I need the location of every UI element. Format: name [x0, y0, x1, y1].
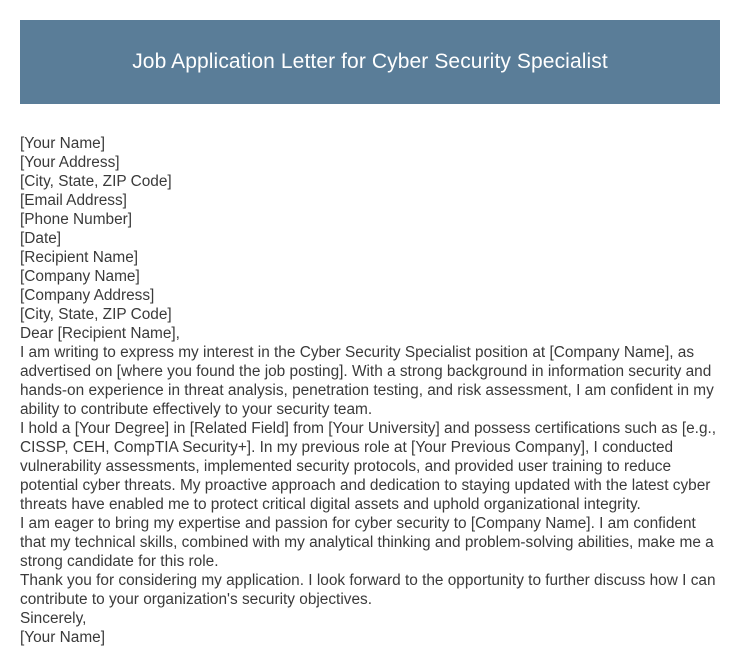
- sender-email: [Email Address]: [20, 192, 127, 209]
- salutation: Dear [Recipient Name],: [20, 325, 180, 342]
- sender-name: [Your Name]: [20, 135, 105, 152]
- recipient-city-state-zip: [City, State, ZIP Code]: [20, 306, 172, 323]
- sender-address: [Your Address]: [20, 154, 120, 171]
- paragraph-motivation: I am eager to bring my expertise and passion for cyber security to [Company Name]. I am confident that my technical skills, combined with my analytical thinking and problem-solving abilities, make me a strong candidate for this role.: [20, 515, 714, 570]
- sender-phone: [Phone Number]: [20, 211, 133, 228]
- recipient-company: [Company Name]: [20, 268, 140, 285]
- letter-date: [Date]: [20, 230, 62, 247]
- paragraph-intro: I am writing to express my interest in the Cyber Security Specialist position at [Company Name], as advertised on [where you found the job posting]. With a strong background in information security and hands-on experience in threat analysis, penetration testing, and risk assessment, I am confident in my ability to contribute effectively to your security team.: [20, 344, 714, 418]
- page-title: Job Application Letter for Cyber Security Specialist: [132, 50, 608, 73]
- closing: Sincerely,: [20, 610, 87, 627]
- letter-body: [20, 134, 724, 647]
- recipient-name: [Recipient Name]: [20, 249, 139, 266]
- signature: [Your Name]: [20, 629, 105, 646]
- paragraph-thanks: Thank you for considering my application. I look forward to the opportunity to further discuss how I can contribute to your organization's security objectives.: [20, 572, 716, 608]
- recipient-address: [Company Address]: [20, 287, 155, 304]
- paragraph-experience: I hold a [Your Degree] in [Related Field] from [Your University] and possess certifications such as [e.g., CISSP, CEH, CompTIA Security+]. In my previous role at [Your Previous Company], I conducted vulnerability assessments, implemented security protocols, and provided user training to reduce potential cyber threats. My proactive approach and dedication to staying updated with the latest cyber threats have enabled me to protect critical digital assets and uphold organizational integrity.: [20, 420, 717, 513]
- sender-city-state-zip: [City, State, ZIP Code]: [20, 173, 172, 190]
- title-banner: [20, 20, 720, 104]
